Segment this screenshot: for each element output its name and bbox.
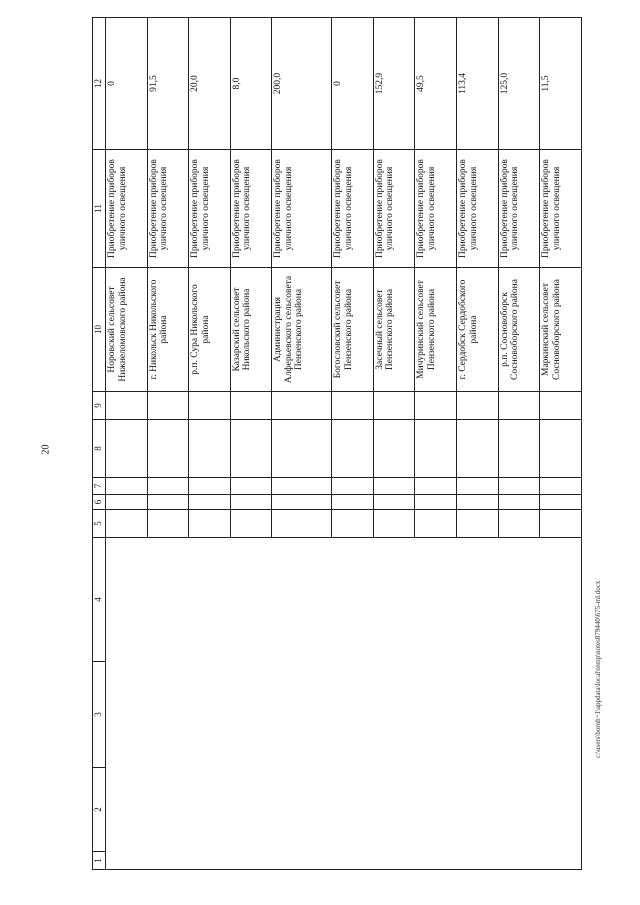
table-cell [272,510,332,538]
table-cell [147,510,189,538]
table-cell [272,392,332,420]
table-cell [189,495,231,510]
table-cell [332,478,374,495]
purpose-cell: Приобретение приборов уличного освещения [189,150,231,268]
table-cell [498,420,540,478]
column-number: 5 [93,510,106,538]
locality-cell: Засечный сельсовет Пензенского района [373,268,415,392]
locality-cell: Норовский сельсовет Нижнеломовского района [106,268,148,392]
table-cell [272,495,332,510]
table-row [106,18,148,870]
purpose-cell: Приобретение приборов уличного освещения [415,150,457,268]
table-cell [540,510,582,538]
locality-cell: Богословский сельсовет Пензенского района [332,268,374,392]
locality-cell: Администрация Алферьевского сельсовета Пензенского района [272,268,332,392]
purpose-cell: Приобретение приборов уличного освещения [106,150,148,268]
column-number: 2 [93,768,106,852]
locality-cell: Мичуринский сельсовет Пензенского района [415,268,457,392]
data-table [92,17,582,870]
table-cell [189,420,231,478]
column-number: 7 [93,478,106,495]
table-cell [147,478,189,495]
table-cell [106,392,148,420]
column-number-row [93,18,106,870]
table-cell [230,392,272,420]
amount-cell: 0 [332,18,374,150]
purpose-cell: Приобретение приборов уличного освещения [540,150,582,268]
table-cell [147,392,189,420]
locality-cell: р.п. Сура Никольского района [189,268,231,392]
purpose-cell: Приобретение приборов уличного освещения [498,150,540,268]
amount-cell: 11,5 [540,18,582,150]
table-cell [106,420,148,478]
amount-cell: 152,9 [373,18,415,150]
rotated-table-frame [92,18,582,870]
purpose-cell: Приобретение приборов уличного освещения [457,150,499,268]
table-cell [332,495,374,510]
amount-cell: 8,0 [230,18,272,150]
table-cell [540,420,582,478]
column-number: 3 [93,662,106,768]
purpose-cell: Приобретение приборов уличного освещения [230,150,272,268]
table-cell [189,478,231,495]
purpose-cell: Приобретение приборов уличного освещения [272,150,332,268]
first-columns-merged-cell [106,538,582,870]
column-number: 10 [93,268,106,392]
column-number: 1 [93,852,106,870]
table-cell [415,420,457,478]
table-cell [457,495,499,510]
column-number: 6 [93,495,106,510]
purpose-cell: Приобретение приборов уличного освещения [147,150,189,268]
table-cell [106,495,148,510]
table-cell [415,510,457,538]
amount-cell: 0 [106,18,148,150]
table-cell [147,420,189,478]
column-number: 8 [93,420,106,478]
table-cell [272,420,332,478]
table-cell [230,495,272,510]
amount-cell: 125,0 [498,18,540,150]
locality-cell: Казарский сельсовет Никольского района [230,268,272,392]
table-cell [540,478,582,495]
purpose-cell: Приобретение приборов уличного освещения [373,150,415,268]
column-number: 12 [93,18,106,150]
column-number: 9 [93,392,106,420]
table-cell [540,392,582,420]
table-cell [373,420,415,478]
table-cell [373,495,415,510]
table-cell [230,510,272,538]
table-cell [498,495,540,510]
table-cell [373,478,415,495]
table-cell [373,392,415,420]
amount-cell: 200,0 [272,18,332,150]
table-cell [498,478,540,495]
amount-cell: 113,4 [457,18,499,150]
table-cell [498,392,540,420]
amount-cell: 20,0 [189,18,231,150]
locality-cell: г. Сердобск Сердобского района [457,268,499,392]
table-cell [415,392,457,420]
table-cell [415,495,457,510]
page-number: 20 [40,444,52,455]
table-cell [230,478,272,495]
table-cell [106,510,148,538]
table-cell [189,392,231,420]
locality-cell: р.п. Сосновоборск Сосновоборского района [498,268,540,392]
table-cell [540,495,582,510]
locality-cell: г. Никольск Никольского района [147,268,189,392]
table-cell [498,510,540,538]
table-cell [106,478,148,495]
table-cell [272,478,332,495]
table-cell [457,392,499,420]
table-cell [415,478,457,495]
file-path-text: c:\users\boroh~1\appdata\local\temp\notes879440\675-ml.docx [594,580,602,758]
table-cell [332,420,374,478]
table-cell [332,510,374,538]
column-number: 11 [93,150,106,268]
amount-cell: 91,5 [147,18,189,150]
column-number: 4 [93,538,106,662]
table-cell [230,420,272,478]
locality-cell: Маркинский сельсовет Сосновоборского района [540,268,582,392]
table-cell [457,478,499,495]
table-body [106,18,582,870]
table-header [93,18,106,870]
table-cell [332,392,374,420]
table-cell [373,510,415,538]
table-cell [189,510,231,538]
amount-cell: 49,5 [415,18,457,150]
purpose-cell: Приобретение приборов уличного освещения [332,150,374,268]
table-cell [457,510,499,538]
table-cell [457,420,499,478]
table-cell [147,495,189,510]
